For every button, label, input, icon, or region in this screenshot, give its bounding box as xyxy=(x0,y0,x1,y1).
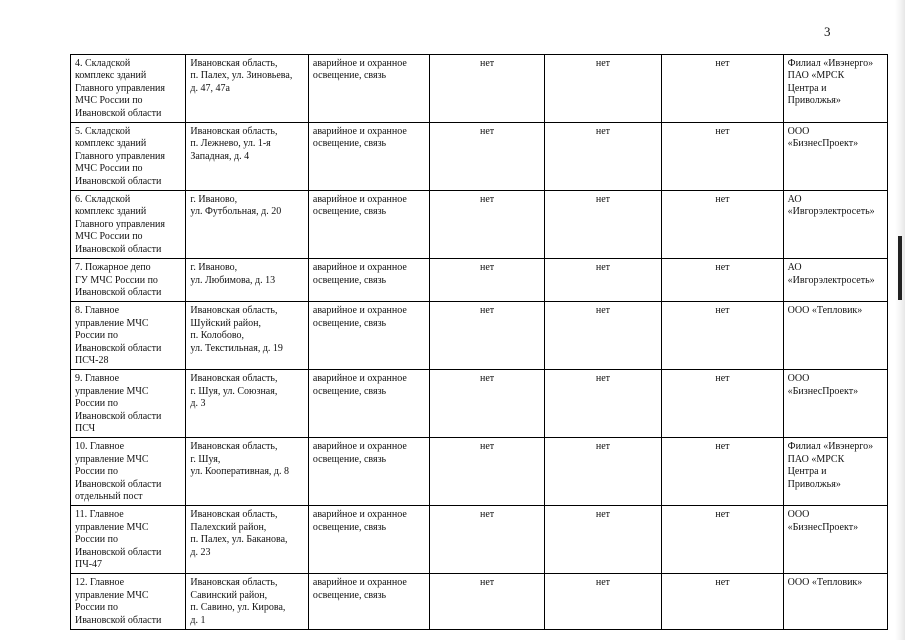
address-cell: Ивановская область, п. Палех, ул. Зиновьева, д. 47, 47а xyxy=(186,55,308,123)
supplier-cell: ООО «Тепловик» xyxy=(783,302,887,370)
supplier-cell: ООО «БизнесПроект» xyxy=(783,370,887,438)
value-cell-b: нет xyxy=(544,370,661,438)
value-cell-c: нет xyxy=(662,123,783,191)
address-cell: г. Иваново, ул. Любимова, д. 13 xyxy=(186,259,308,302)
address-cell: Ивановская область, г. Шуя, ул. Кооперативная, д. 8 xyxy=(186,438,308,506)
value-cell-c: нет xyxy=(662,302,783,370)
supplier-cell: АО «Ивгорэлектросеть» xyxy=(783,191,887,259)
facility-name-cell: 11. Главное управление МЧС России по Ивановской области ПЧ-47 xyxy=(71,506,186,574)
load-type-cell: аварийное и охранное освещение, связь xyxy=(308,574,429,630)
supplier-cell: Филиал «Ивэнерго» ПАО «МРСК Центра и Приволжья» xyxy=(783,55,887,123)
facility-name-cell: 5. Складской комплекс зданий Главного управления МЧС России по Ивановской области xyxy=(71,123,186,191)
load-type-cell: аварийное и охранное освещение, связь xyxy=(308,302,429,370)
value-cell-c: нет xyxy=(662,574,783,630)
address-cell: Ивановская область, г. Шуя, ул. Союзная, д. 3 xyxy=(186,370,308,438)
facility-name-cell: 7. Пожарное депо ГУ МЧС России по Ивановской области xyxy=(71,259,186,302)
value-cell-c: нет xyxy=(662,506,783,574)
value-cell-b: нет xyxy=(544,506,661,574)
table-row xyxy=(71,506,888,574)
facility-name-cell: 9. Главное управление МЧС России по Ивановской области ПСЧ xyxy=(71,370,186,438)
value-cell-a: нет xyxy=(430,55,544,123)
table-row xyxy=(71,55,888,123)
value-cell-a: нет xyxy=(430,123,544,191)
value-cell-a: нет xyxy=(430,259,544,302)
address-cell: Ивановская область, Палехский район, п. Палех, ул. Баканова, д. 23 xyxy=(186,506,308,574)
load-type-cell: аварийное и охранное освещение, связь xyxy=(308,123,429,191)
load-type-cell: аварийное и охранное освещение, связь xyxy=(308,259,429,302)
table-row xyxy=(71,574,888,630)
table-row xyxy=(71,123,888,191)
value-cell-b: нет xyxy=(544,302,661,370)
facility-name-cell: 10. Главное управление МЧС России по Ивановской области отдельный пост xyxy=(71,438,186,506)
value-cell-c: нет xyxy=(662,438,783,506)
table-row xyxy=(71,191,888,259)
table-body xyxy=(71,55,888,630)
page-number: 3 xyxy=(824,24,831,39)
load-type-cell: аварийное и охранное освещение, связь xyxy=(308,191,429,259)
supplier-cell: ООО «БизнесПроект» xyxy=(783,123,887,191)
address-cell: Ивановская область, п. Лежнево, ул. 1-я Западная, д. 4 xyxy=(186,123,308,191)
supplier-cell: АО «Ивгорэлектросеть» xyxy=(783,259,887,302)
table-row xyxy=(71,370,888,438)
facility-name-cell: 8. Главное управление МЧС России по Ивановской области ПСЧ-28 xyxy=(71,302,186,370)
scan-mark xyxy=(898,236,902,300)
value-cell-c: нет xyxy=(662,55,783,123)
supplier-cell: ООО «БизнесПроект» xyxy=(783,506,887,574)
value-cell-b: нет xyxy=(544,574,661,630)
supplier-cell: ООО «Тепловик» xyxy=(783,574,887,630)
load-type-cell: аварийное и охранное освещение, связь xyxy=(308,506,429,574)
facility-name-cell: 4. Складской комплекс зданий Главного управления МЧС России по Ивановской области xyxy=(71,55,186,123)
value-cell-a: нет xyxy=(430,302,544,370)
address-cell: Ивановская область, Шуйский район, п. Колобово, ул. Текстильная, д. 19 xyxy=(186,302,308,370)
value-cell-a: нет xyxy=(430,438,544,506)
load-type-cell: аварийное и охранное освещение, связь xyxy=(308,55,429,123)
value-cell-a: нет xyxy=(430,574,544,630)
value-cell-c: нет xyxy=(662,370,783,438)
facilities-table xyxy=(70,54,888,630)
table-row xyxy=(71,438,888,506)
address-cell: г. Иваново, ул. Футбольная, д. 20 xyxy=(186,191,308,259)
supplier-cell: Филиал «Ивэнерго» ПАО «МРСК Центра и Приволжья» xyxy=(783,438,887,506)
table-row xyxy=(71,302,888,370)
load-type-cell: аварийное и охранное освещение, связь xyxy=(308,438,429,506)
value-cell-a: нет xyxy=(430,370,544,438)
value-cell-a: нет xyxy=(430,506,544,574)
value-cell-b: нет xyxy=(544,123,661,191)
value-cell-a: нет xyxy=(430,191,544,259)
value-cell-c: нет xyxy=(662,191,783,259)
value-cell-b: нет xyxy=(544,438,661,506)
facility-name-cell: 12. Главное управление МЧС России по Ивановской области xyxy=(71,574,186,630)
value-cell-b: нет xyxy=(544,55,661,123)
value-cell-b: нет xyxy=(544,259,661,302)
value-cell-c: нет xyxy=(662,259,783,302)
load-type-cell: аварийное и охранное освещение, связь xyxy=(308,370,429,438)
table-row xyxy=(71,259,888,302)
facility-name-cell: 6. Складской комплекс зданий Главного управления МЧС России по Ивановской области xyxy=(71,191,186,259)
address-cell: Ивановская область, Савинский район, п. Савино, ул. Кирова, д. 1 xyxy=(186,574,308,630)
scan-edge xyxy=(895,0,905,640)
value-cell-b: нет xyxy=(544,191,661,259)
